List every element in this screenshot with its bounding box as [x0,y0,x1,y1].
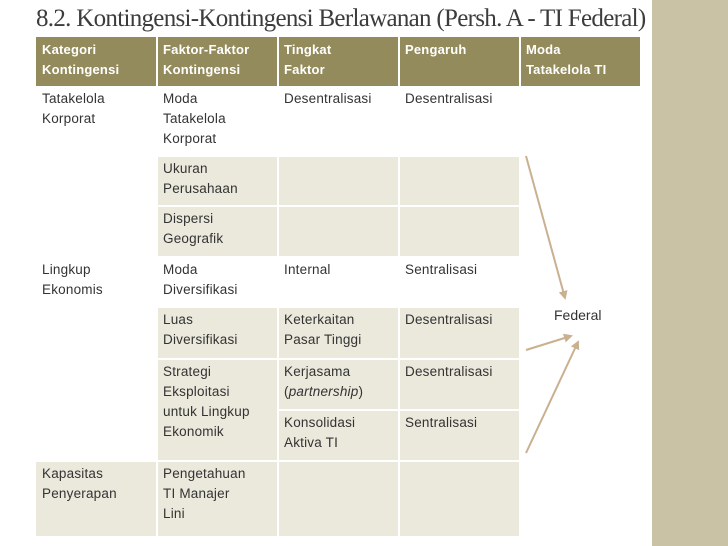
header-pengaruh: Pengaruh [399,37,520,86]
pengaruh-row4: Sentralisasi [399,257,520,307]
tingkat-row6-italic: partnership [288,384,359,399]
arrow-from-tatakelola [526,156,565,298]
pengaruh-row7: Sentralisasi [399,410,520,461]
header-kategori: Kategori Kontingensi [36,37,157,86]
kategori-tatakelola: Tatakelola Korporat [36,86,157,257]
page-title: 8.2. Kontingensi-Kontingensi Berlawanan (Persh. A - TI Federal) [36,5,646,32]
tingkat-row5: Keterkaitan Pasar Tinggi [278,307,399,359]
faktor-moda-tatakelola: Moda Tatakelola Korporat [157,86,278,156]
moda-result-federal: Federal [554,307,602,323]
tingkat-row1: Desentralisasi [278,86,399,156]
pengaruh-row1: Desentralisasi [399,86,520,156]
faktor-strategi: Strategi Eksploitasi untuk Lingkup Ekonomik [157,359,278,461]
pengaruh-row6: Desentralisasi [399,359,520,410]
faktor-pengetahuan: Pengetahuan TI Manajer Lini [157,461,278,536]
header-faktor: Faktor-Faktor Kontingensi [157,37,278,86]
pengaruh-row5: Desentralisasi [399,307,520,359]
arrow-from-strategi [526,342,578,453]
tingkat-row6-pre: Kerjasama ( [284,364,351,399]
arrow-from-diversifikasi [526,336,571,350]
kategori-lingkup: Lingkup Ekonomis [36,257,157,461]
faktor-ukuran: Ukuran Perusahaan [157,156,278,206]
tingkat-row6-post: ) [358,384,364,399]
tingkat-row7: Konsolidasi Aktiva TI [278,410,399,461]
faktor-moda-diversifikasi: Moda Diversifikasi [157,257,278,307]
tingkat-row4: Internal [278,257,399,307]
header-tingkat: Tingkat Faktor [278,37,399,86]
faktor-luas-diversifikasi: Luas Diversifikasi [157,307,278,359]
header-moda: Moda Tatakelola TI [520,37,640,86]
faktor-dispersi: Dispersi Geografik [157,206,278,257]
kategori-kapasitas: Kapasitas Penyerapan [36,461,157,536]
